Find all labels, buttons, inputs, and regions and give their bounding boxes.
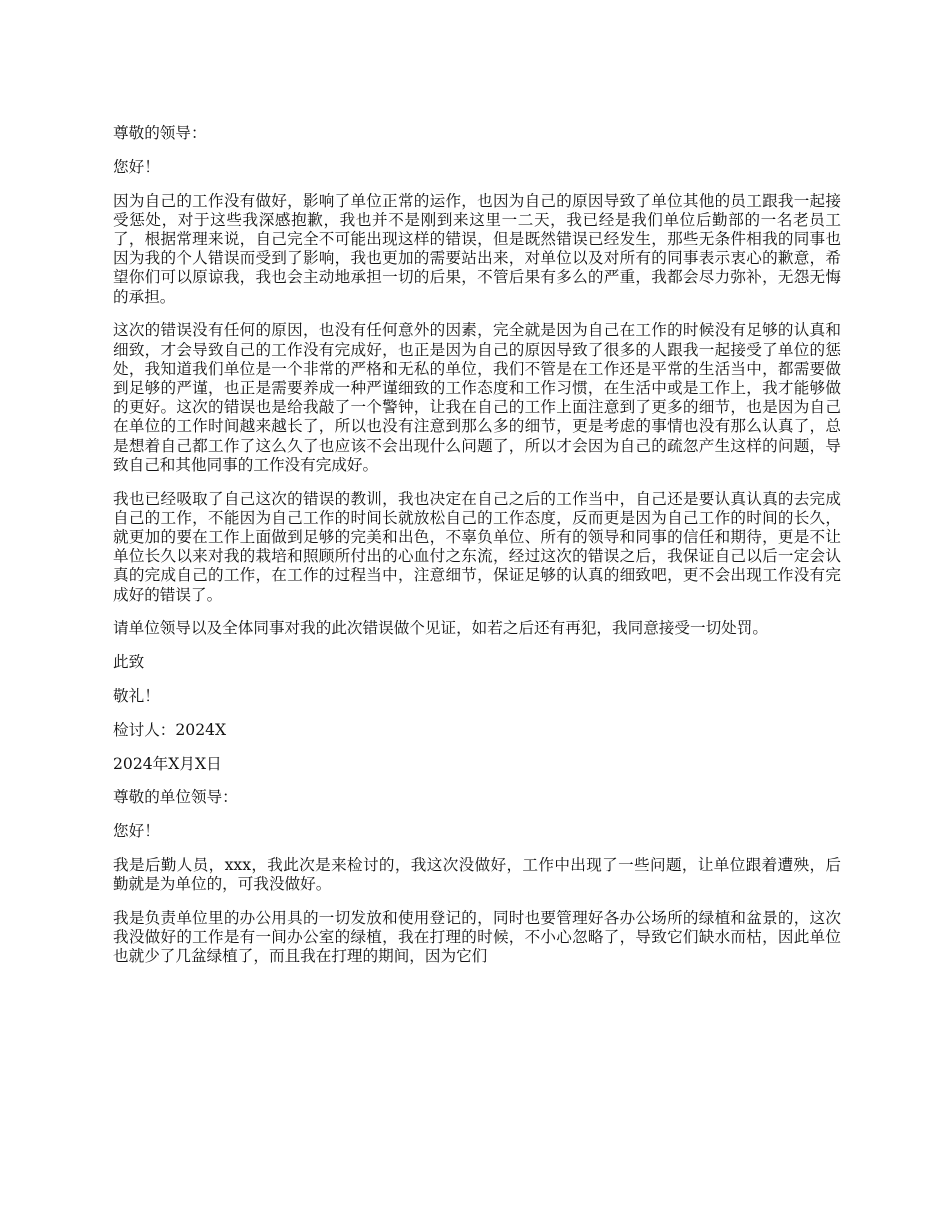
closing: 此致 bbox=[113, 653, 145, 672]
salutation-1: 尊敬的领导： bbox=[113, 124, 207, 142]
signer: 检讨人：2024X bbox=[113, 720, 227, 739]
salutation-2: 尊敬的单位领导： bbox=[113, 788, 238, 807]
regards: 敬礼！ bbox=[113, 687, 160, 706]
greeting-2: 您好！ bbox=[113, 822, 160, 841]
date: 2024年X月X日 bbox=[113, 754, 222, 773]
document-page bbox=[113, 124, 841, 981]
paragraph-3: 我也已经吸取了自己这次的错误的教训，我也决定在自己之后的工作当中，自己还是要认真认真的去完成自己的工作，不能因为自己工作的时间长就放松自己的工作态度，反而更是因为自己工作的时间的长久，就更加的要在工作上面做到足够的完美和出色，不辜负单位、所有的领导和同事的信任和期待，更是不让单位长久以来对我的栽培和照顾所付出的心血付之东流，经过这次的错误之后，我保证自己以后一定会认真的完成自己的工作，在工作的过程当中，注意细节，保证足够的认真的细致吧，更不会出现工作没有完成好的错误了。 bbox=[113, 489, 841, 604]
paragraph-5: 我是后勤人员，xxx，我此次是来检讨的，我这次没做好，工作中出现了一些问题，让单位跟着遭殃，后勤就是为单位的，可我没做好。 bbox=[113, 856, 841, 894]
paragraph-4: 请单位领导以及全体同事对我的此次错误做个见证，如若之后还有再犯，我同意接受一切处罚。 bbox=[113, 619, 768, 638]
paragraph-2: 这次的错误没有任何的原因，也没有任何意外的因素，完全就是因为自己在工作的时候没有足够的认真和细致，才会导致自己的工作没有完成好，也正是因为自己的原因导致了很多的人跟我一起接受了单位的惩处，我知道我们单位是一个非常的严格和无私的单位，我们不管是在工作还是平常的生活当中，都需要做到足够的严谨，也正是需要养成一种严谨细致的工作态度和工作习惯，在生活中或是工作上，我才能够做的更好。这次的错误也是给我敲了一个警钟，让我在自己的工作上面注意到了更多的细节，也是因为自己在单位的工作时间越来越长了，所以也没有注意到那么多的细节，更是考虑的事情也没有那么认真了，总是想着自己都工作了这么久了也应该不会出现什么问题了，所以才会因为自己的疏忽产生这样的问题，导致自己和其他同事的工作没有完成好。 bbox=[113, 321, 841, 474]
greeting-1: 您好！ bbox=[113, 157, 160, 176]
paragraph-6: 我是负责单位里的办公用具的一切发放和使用登记的，同时也要管理好各办公场所的绿植和盆景的，这次我没做好的工作是有一间办公室的绿植，我在打理的时候，不小心忽略了，导致它们缺水而枯，因此单位也就少了几盆绿植了，而且我在打理的期间，因为它们 bbox=[113, 909, 841, 966]
paragraph-1: 因为自己的工作没有做好，影响了单位正常的运作，也因为自己的原因导致了单位其他的员工跟我一起接受惩处，对于这些我深感抱歉，我也并不是刚到来这里一二天，我已经是我们单位后勤部的一名老员工了，根据常理来说，自己完全不可能出现这样的错误，但是既然错误已经发生，那些无条件相我的同事也因为我的个人错误而受到了影响，我也更加的需要站出来，对单位以及对所有的同事表示衷心的歉意，希望你们可以原谅我，我也会主动地承担一切的后果，不管后果有多么的严重，我都会尽力弥补，无怨无悔的承担。 bbox=[113, 191, 841, 306]
